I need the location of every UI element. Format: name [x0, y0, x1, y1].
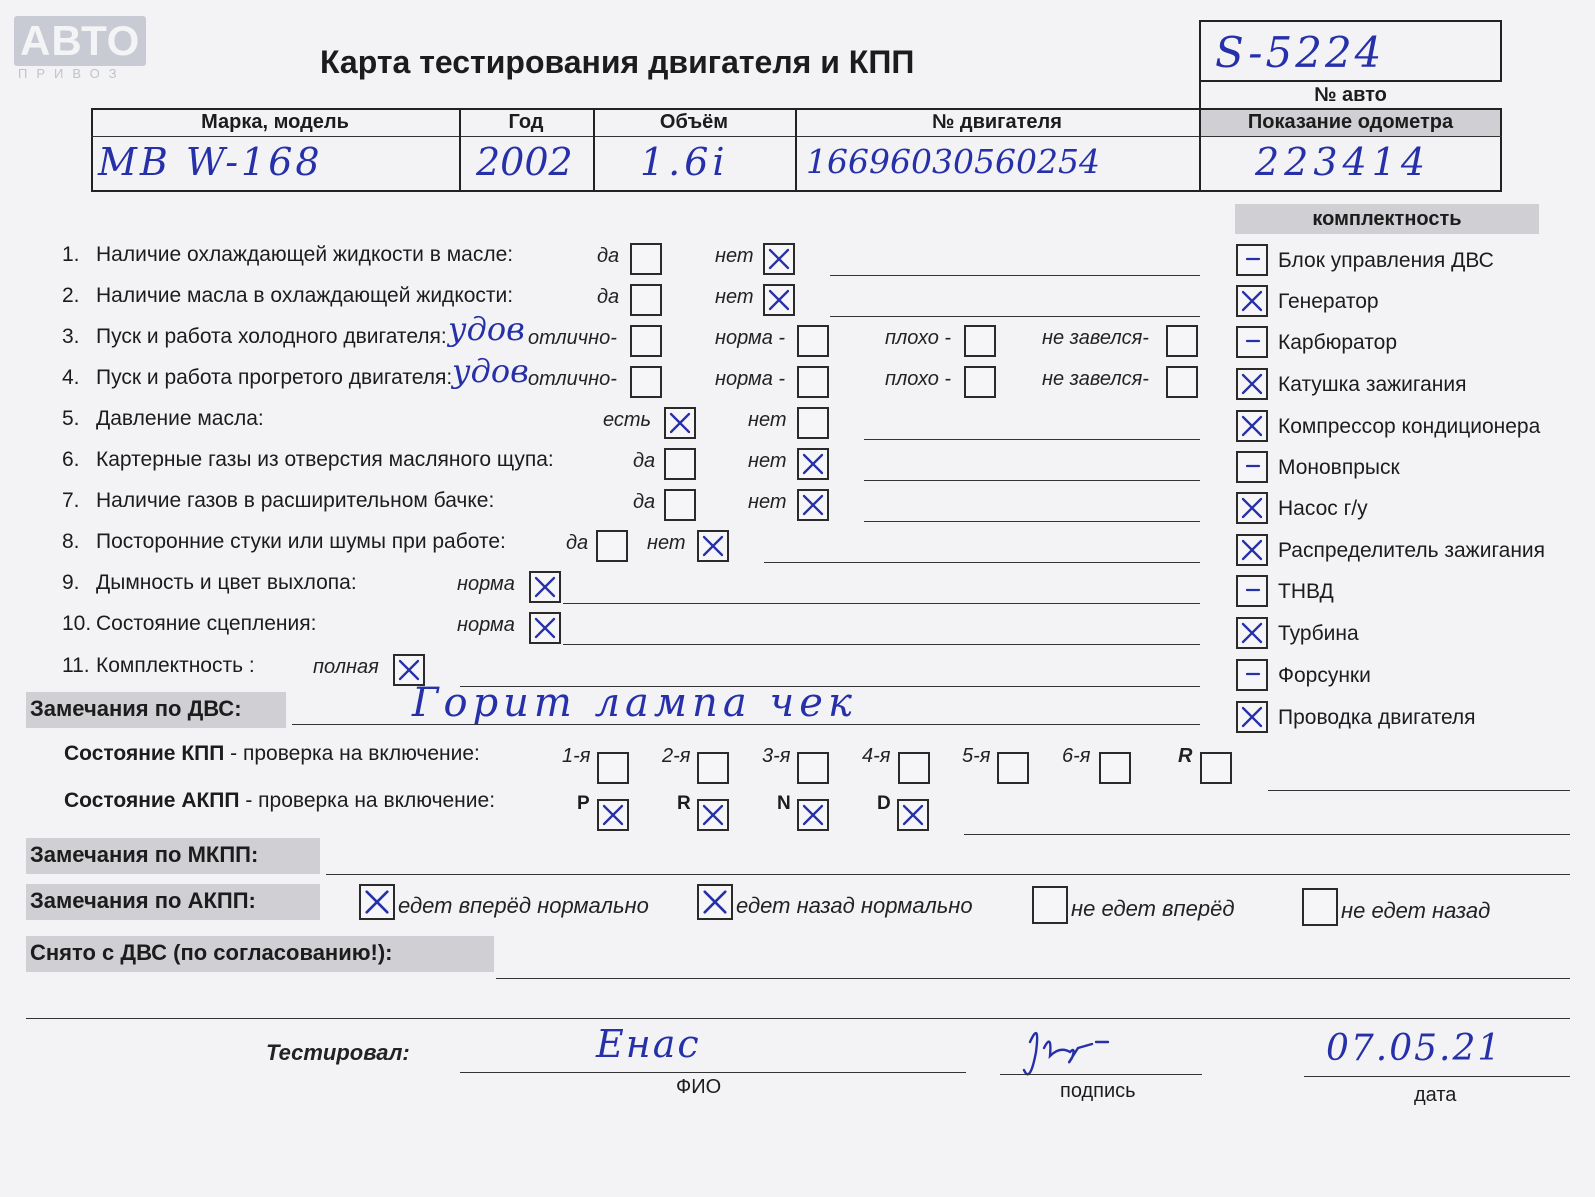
signature-line — [1000, 1074, 1202, 1075]
akpp-d-checkbox[interactable] — [897, 799, 929, 831]
header-volume: Объём — [659, 111, 729, 133]
item-3-text: Пуск и работа холодного двигателя: — [96, 325, 447, 348]
item-1-yes-checkbox[interactable] — [630, 243, 662, 275]
kpp-gear-4-label: 4-я — [862, 745, 891, 767]
comp-1-label: Блок управления ДВС — [1278, 249, 1494, 272]
ice-remarks-label: Замечания по ДВС: — [30, 696, 242, 721]
item-2-line — [830, 316, 1200, 317]
date-value: 07.05.21 — [1326, 1028, 1503, 1069]
x-mark-icon — [699, 886, 731, 918]
akpp-p-label: P — [577, 793, 590, 814]
signature-label: подпись — [1060, 1080, 1136, 1102]
item-7-number: 7. — [62, 489, 80, 512]
kpp-label-bold: Состояние КПП — [64, 742, 225, 765]
item-11-number: 11. — [62, 654, 90, 677]
item-5-line — [864, 439, 1200, 440]
comp-10-checkbox[interactable] — [1236, 617, 1268, 649]
x-mark-icon — [1238, 370, 1266, 398]
x-mark-icon — [765, 245, 793, 273]
item-3-normal-label: норма - — [715, 327, 786, 349]
item-7-no-label: нет — [748, 491, 787, 513]
kpp-gear-1-checkbox[interactable] — [597, 752, 629, 784]
comp-6-checkbox[interactable] — [1236, 451, 1268, 483]
removed-line — [496, 978, 1570, 979]
item-4-not-started-label: не завелся- — [1042, 368, 1149, 390]
completeness-title: комплектность — [1235, 204, 1539, 234]
comp-11-checkbox[interactable] — [1236, 659, 1268, 691]
kpp-gear-5-checkbox[interactable] — [997, 752, 1029, 784]
item-3-excellent-label: отлично- — [528, 327, 617, 349]
comp-10-label: Турбина — [1278, 622, 1359, 645]
item-1-line — [830, 275, 1200, 276]
logo-subtext: ПРИВОЗ — [18, 66, 126, 81]
kpp-gear-1-label: 1-я — [562, 745, 591, 767]
akpp-line — [964, 834, 1570, 835]
tested-by-label: Тестировал: — [266, 1040, 410, 1065]
x-mark-icon — [699, 532, 727, 560]
item-6-yes-label: да — [633, 450, 656, 472]
kpp-line — [1268, 790, 1570, 791]
x-mark-icon — [1238, 412, 1266, 440]
akpp-r-checkbox[interactable] — [697, 799, 729, 831]
dash-mark-icon — [1238, 246, 1266, 274]
kpp-gear-r-label: R — [1178, 745, 1193, 767]
kpp-gear-r-checkbox[interactable] — [1200, 752, 1232, 784]
ice-remarks-value: Горит лампа чек — [412, 680, 857, 726]
item-4-normal-checkbox[interactable] — [797, 366, 829, 398]
x-mark-icon — [699, 801, 727, 829]
akpp-no-forward-checkbox[interactable] — [1032, 886, 1068, 924]
item-2-no-checkbox[interactable] — [763, 284, 795, 316]
item-11-text: Комплектность : — [96, 654, 255, 677]
x-mark-icon — [899, 801, 927, 829]
item-8-yes-checkbox[interactable] — [596, 530, 628, 562]
item-7-yes-label: да — [633, 491, 656, 513]
item-6-no-label: нет — [748, 450, 787, 472]
comp-9-checkbox[interactable] — [1236, 575, 1268, 607]
item-7-line — [864, 521, 1200, 522]
x-mark-icon — [799, 801, 827, 829]
item-7-no-checkbox[interactable] — [797, 489, 829, 521]
item-8-no-checkbox[interactable] — [697, 530, 729, 562]
item-10-normal-checkbox[interactable] — [529, 612, 561, 644]
item-3-note: удов — [448, 310, 525, 348]
logo-text: АВТО — [20, 17, 141, 64]
kpp-gear-2-label: 2-я — [662, 745, 691, 767]
header-odometer: Показание одометра — [1247, 111, 1454, 133]
dash-mark-icon — [1238, 453, 1266, 481]
akpp-no-backward-label: не едет назад — [1341, 898, 1491, 923]
item-5-present-checkbox[interactable] — [664, 407, 696, 439]
x-mark-icon — [531, 573, 559, 601]
page-title: Карта тестирования двигателя и КПП — [320, 44, 915, 80]
kpp-gear-5-label: 5-я — [962, 745, 991, 767]
date-label: дата — [1414, 1084, 1457, 1106]
item-11-full-label: полная — [313, 656, 379, 678]
item-2-no-label: нет — [715, 286, 754, 308]
item-3-not-started-label: не завелся- — [1042, 327, 1149, 349]
item-4-excellent-checkbox[interactable] — [630, 366, 662, 398]
comp-5-checkbox[interactable] — [1236, 410, 1268, 442]
item-4-excellent-label: отлично- — [528, 368, 617, 390]
name-line — [460, 1072, 966, 1073]
comp-7-checkbox[interactable] — [1236, 492, 1268, 524]
item-8-yes-label: да — [566, 532, 589, 554]
item-4-number: 4. — [62, 366, 80, 389]
x-mark-icon — [531, 614, 559, 642]
item-5-number: 5. — [62, 407, 80, 430]
item-4-normal-label: норма - — [715, 368, 786, 390]
name-label: ФИО — [676, 1076, 722, 1098]
x-mark-icon — [1238, 619, 1266, 647]
item-8-line — [764, 562, 1200, 563]
kpp-label — [64, 742, 480, 766]
comp-7-label: Насос г/у — [1278, 497, 1368, 520]
item-7-text: Наличие газов в расширительном бачке: — [96, 489, 495, 512]
item-3-normal-checkbox[interactable] — [797, 325, 829, 357]
x-mark-icon — [361, 886, 393, 918]
item-10-normal-label: норма — [457, 614, 515, 636]
item-1-text: Наличие охлаждающей жидкости в масле: — [96, 243, 514, 266]
item-5-present-label: есть — [603, 409, 652, 431]
value-year: 2002 — [476, 140, 573, 184]
item-9-text: Дымность и цвет выхлопа: — [96, 571, 357, 594]
kpp-label-rest: - проверка на включение: — [224, 742, 480, 765]
comp-11-label: Форсунки — [1278, 664, 1371, 687]
item-3-not-started-checkbox[interactable] — [1166, 325, 1198, 357]
item-1-yes-label: да — [597, 245, 620, 267]
item-4-bad-label: плохо - — [885, 368, 952, 390]
item-2-number: 2. — [62, 284, 80, 307]
item-8-no-label: нет — [647, 532, 686, 554]
item-1-no-checkbox[interactable] — [763, 243, 795, 275]
kpp-gear-6-checkbox[interactable] — [1099, 752, 1131, 784]
value-volume: 1.6i — [640, 140, 729, 184]
item-3-bad-checkbox[interactable] — [964, 325, 996, 357]
removed-line-2 — [26, 1018, 1570, 1019]
value-odometer: 223414 — [1255, 140, 1431, 184]
item-1-number: 1. — [62, 243, 80, 266]
comp-9-label: ТНВД — [1278, 580, 1334, 603]
item-5-no-checkbox[interactable] — [797, 407, 829, 439]
mkpp-remarks-label: Замечания по МКПП: — [30, 842, 259, 867]
x-mark-icon — [799, 491, 827, 519]
item-10-line — [563, 644, 1200, 645]
dash-mark-icon — [1238, 577, 1266, 605]
item-4-not-started-checkbox[interactable] — [1166, 366, 1198, 398]
akpp-p-checkbox[interactable] — [597, 799, 629, 831]
akpp-backward-ok-checkbox[interactable] — [697, 884, 733, 920]
akpp-no-forward-label: не едет вперёд — [1071, 896, 1235, 921]
x-mark-icon — [1238, 536, 1266, 564]
item-9-number: 9. — [62, 571, 80, 594]
item-3-number: 3. — [62, 325, 80, 348]
item-4-bad-checkbox[interactable] — [964, 366, 996, 398]
logo — [14, 16, 146, 66]
header-engine-no: № двигателя — [932, 111, 1062, 133]
item-9-normal-checkbox[interactable] — [529, 571, 561, 603]
kpp-gear-4-checkbox[interactable] — [898, 752, 930, 784]
comp-4-checkbox[interactable] — [1236, 368, 1268, 400]
akpp-forward-ok-checkbox[interactable] — [359, 884, 395, 920]
item-4-note: удов — [452, 352, 529, 390]
x-mark-icon — [1238, 287, 1266, 315]
item-9-line — [563, 603, 1200, 604]
mkpp-remarks-line — [326, 874, 1570, 875]
x-mark-icon — [765, 286, 793, 314]
col-divider-4 — [1199, 82, 1201, 192]
akpp-n-checkbox[interactable] — [797, 799, 829, 831]
item-2-yes-checkbox[interactable] — [630, 284, 662, 316]
comp-12-label: Проводка двигателя — [1278, 706, 1476, 729]
akpp-r-label: R — [677, 793, 691, 814]
car-number-label: № авто — [1314, 84, 1387, 106]
x-mark-icon — [1238, 494, 1266, 522]
item-10-number: 10. — [62, 612, 92, 635]
kpp-gear-2-checkbox[interactable] — [697, 752, 729, 784]
item-6-text: Картерные газы из отверстия масляного щупа: — [96, 448, 554, 471]
item-6-no-checkbox[interactable] — [797, 448, 829, 480]
comp-8-label: Распределитель зажигания — [1278, 539, 1546, 562]
akpp-label-rest: - проверка на включение: — [239, 789, 496, 812]
value-brand: MB W-168 — [98, 140, 323, 184]
item-5-no-label: нет — [748, 409, 787, 431]
akpp-remarks-label: Замечания по АКПП: — [30, 888, 256, 913]
comp-5-label: Компрессор кондиционера — [1278, 415, 1541, 438]
akpp-label — [64, 789, 495, 813]
item-6-number: 6. — [62, 448, 80, 471]
item-3-bad-label: плохо - — [885, 327, 952, 349]
comp-3-checkbox[interactable] — [1236, 326, 1268, 358]
comp-4-label: Катушка зажигания — [1278, 373, 1467, 396]
item-10-text: Состояние сцепления: — [96, 612, 317, 635]
item-9-normal-label: норма — [457, 573, 515, 595]
comp-2-checkbox[interactable] — [1236, 285, 1268, 317]
item-8-text: Посторонние стуки или шумы при работе: — [96, 530, 506, 553]
comp-1-checkbox[interactable] — [1236, 244, 1268, 276]
item-4-text: Пуск и работа прогретого двигателя: — [96, 366, 453, 389]
item-3-excellent-checkbox[interactable] — [630, 325, 662, 357]
item-6-yes-checkbox[interactable] — [664, 448, 696, 480]
x-mark-icon — [799, 450, 827, 478]
item-5-text: Давление масла: — [96, 407, 264, 430]
ice-remarks-line — [292, 724, 1200, 725]
header-brand: Марка, модель — [201, 111, 349, 133]
dash-mark-icon — [1238, 328, 1266, 356]
x-mark-icon — [599, 801, 627, 829]
date-line — [1304, 1076, 1570, 1077]
akpp-n-label: N — [777, 793, 791, 814]
item-6-line — [864, 480, 1200, 481]
kpp-gear-3-checkbox[interactable] — [797, 752, 829, 784]
x-mark-icon — [1238, 703, 1266, 731]
value-engine-no: 16696030560254 — [806, 142, 1100, 181]
akpp-no-backward-checkbox[interactable] — [1302, 888, 1338, 926]
car-number-value: S-5224 — [1215, 28, 1385, 77]
comp-6-label: Моновпрыск — [1278, 456, 1400, 479]
comp-8-checkbox[interactable] — [1236, 534, 1268, 566]
item-7-yes-checkbox[interactable] — [664, 489, 696, 521]
akpp-forward-ok-label: едет вперёд нормально — [398, 893, 649, 918]
kpp-gear-6-label: 6-я — [1062, 745, 1091, 767]
kpp-gear-3-label: 3-я — [762, 745, 791, 767]
name-value: Енас — [596, 1022, 701, 1066]
item-1-no-label: нет — [715, 245, 754, 267]
header-year: Год — [508, 111, 544, 133]
x-mark-icon — [666, 409, 694, 437]
item-2-yes-label: да — [597, 286, 620, 308]
item-8-number: 8. — [62, 530, 80, 553]
item-2-text: Наличие масла в охлаждающей жидкости: — [96, 284, 514, 307]
akpp-d-label: D — [877, 793, 891, 814]
comp-12-checkbox[interactable] — [1236, 701, 1268, 733]
removed-label: Снято с ДВС (по согласованию!): — [30, 940, 393, 965]
akpp-label-bold: Состояние АКПП — [64, 789, 240, 812]
akpp-backward-ok-label: едет назад нормально — [736, 893, 973, 918]
comp-3-label: Карбюратор — [1278, 331, 1398, 354]
comp-2-label: Генератор — [1278, 290, 1379, 313]
dash-mark-icon — [1238, 661, 1266, 689]
